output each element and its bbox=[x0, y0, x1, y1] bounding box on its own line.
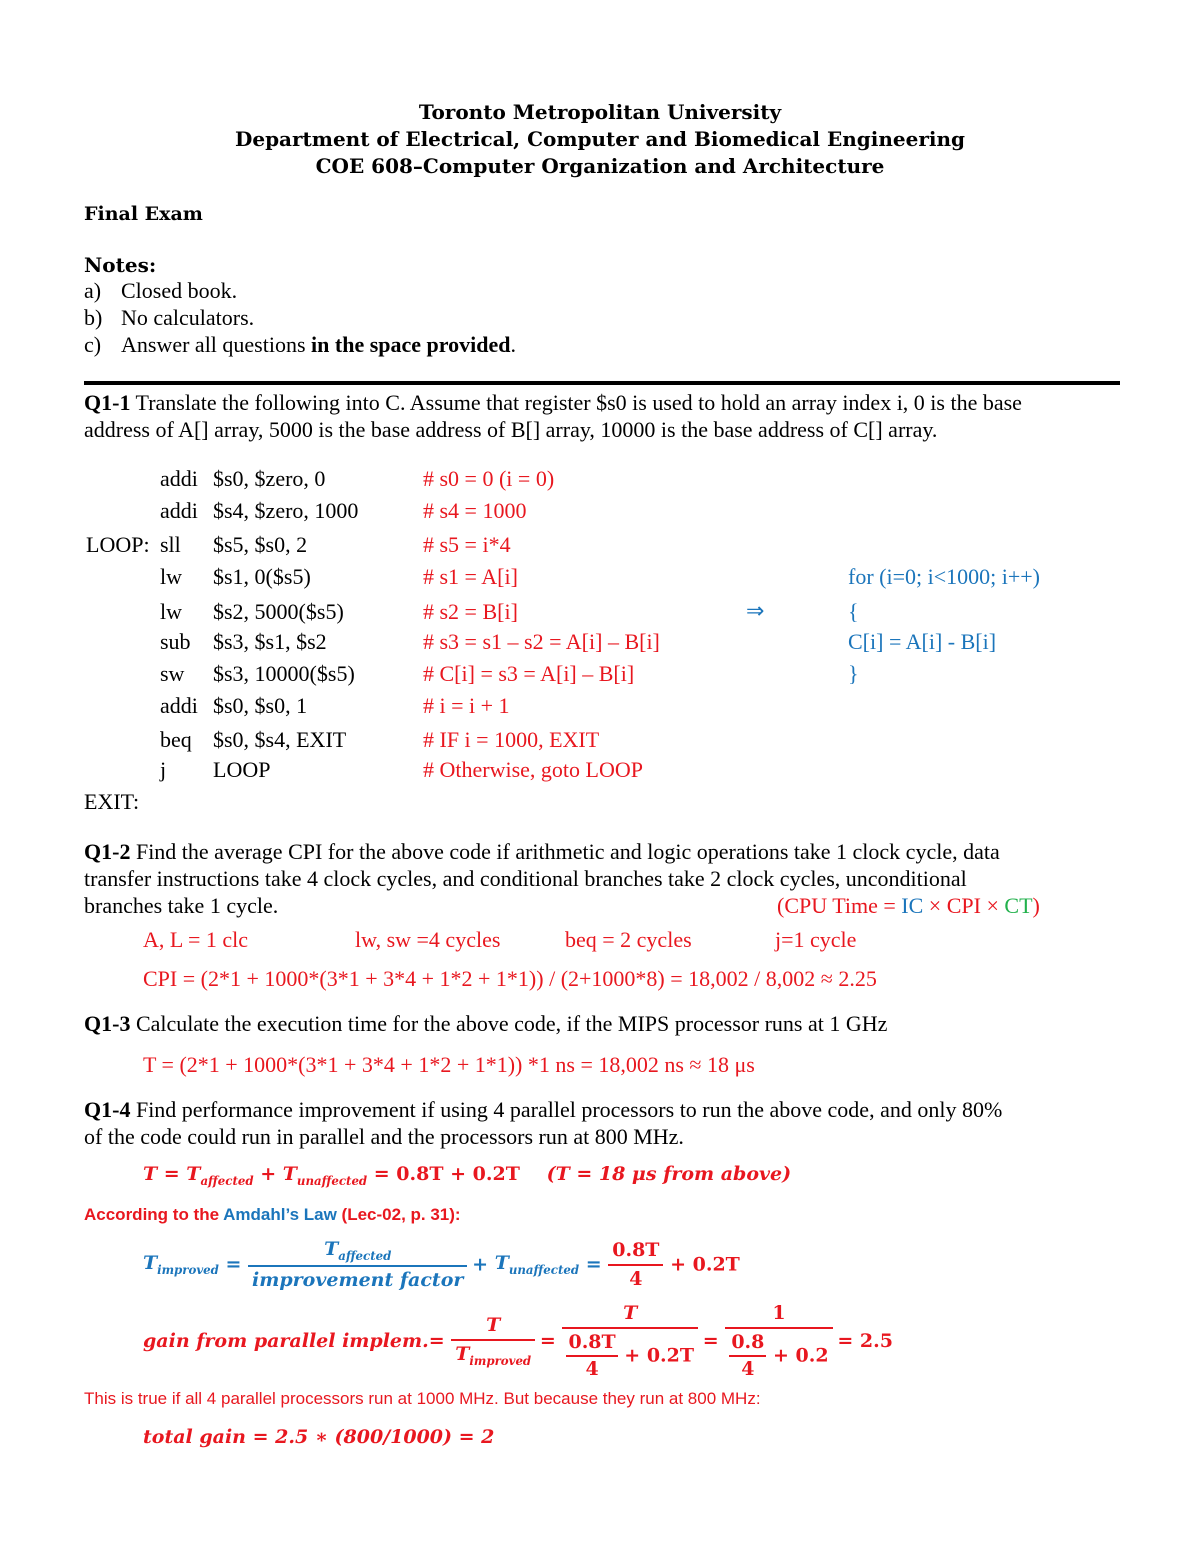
total-gain-equation: total gain = 2.5 ∗ (800/1000) = 2 bbox=[143, 1426, 495, 1448]
fraction-numerator: T bbox=[451, 1314, 535, 1341]
code-op: sll bbox=[160, 532, 181, 557]
fraction-numerator: 0.8 bbox=[729, 1331, 766, 1357]
arrow-right-icon: ⇒ bbox=[746, 599, 765, 624]
code-op: sub bbox=[160, 629, 191, 654]
eq-symbol: T bbox=[186, 1163, 201, 1185]
c-code-line: } bbox=[848, 661, 859, 686]
fraction-numerator: 0.8T bbox=[566, 1331, 617, 1357]
q1-4-prompt-line1 bbox=[84, 1097, 1002, 1123]
exam-title: Final Exam bbox=[84, 203, 203, 225]
q1-3-prompt bbox=[84, 1011, 887, 1037]
code-args: $s0, $s4, EXIT bbox=[213, 727, 347, 752]
code-comment: # s0 = 0 (i = 0) bbox=[423, 466, 555, 491]
code-comment: # s1 = A[i] bbox=[423, 564, 518, 589]
notes-item-text: No calculators. bbox=[121, 305, 255, 330]
eq-term bbox=[494, 1252, 580, 1278]
eq-rest: + 0.2 bbox=[766, 1344, 829, 1367]
fraction bbox=[451, 1314, 535, 1368]
formula-close: ) bbox=[1032, 893, 1040, 918]
eq-subscript: unaffected bbox=[296, 1173, 368, 1188]
code-op: j bbox=[160, 757, 167, 782]
code-comment: # s4 = 1000 bbox=[423, 498, 527, 523]
q1-2-prompt-line2: transfer instructions take 4 clock cycles, and conditional branches take 2 clock cycles, unconditional bbox=[84, 866, 967, 891]
eq-subscript: unaffected bbox=[508, 1263, 580, 1278]
eq-lhs: gain from parallel implem. bbox=[143, 1329, 429, 1352]
code-args: $s0, $zero, 0 bbox=[213, 466, 326, 491]
cpi-answer: CPI = (2*1 + 1000*(3*1 + 3*4 + 1*2 + 1*1)) / (2+1000*8) = 18,002 / 8,002 ≈ 2.25 bbox=[143, 966, 877, 991]
q1-4-label: Q1-4 bbox=[84, 1097, 131, 1122]
eq-operator: = bbox=[579, 1253, 609, 1276]
code-args: $s4, $zero, 1000 bbox=[213, 498, 359, 523]
code-op: sw bbox=[160, 661, 185, 686]
code-op: addi bbox=[160, 466, 198, 491]
eq-operator: = bbox=[702, 1329, 726, 1352]
formula-ct: CT bbox=[1004, 893, 1033, 918]
amdahl-law-line bbox=[84, 1205, 461, 1225]
amdahl-reference: (Lec-02, p. 31): bbox=[336, 1205, 461, 1224]
fraction bbox=[725, 1302, 832, 1380]
code-op: beq bbox=[160, 727, 192, 752]
formula-cpi: CPI bbox=[946, 893, 981, 918]
code-label: LOOP: bbox=[86, 532, 150, 557]
code-args: $s2, 5000($s5) bbox=[213, 599, 344, 624]
code-comment: # s3 = s1 – s2 = A[i] – B[i] bbox=[423, 629, 660, 654]
q1-3-text: Calculate the execution time for the above code, if the MIPS processor runs at 1 GHz bbox=[130, 1011, 888, 1036]
amdahl-pre: According to the bbox=[84, 1205, 224, 1224]
notes-item-text-end: . bbox=[510, 332, 516, 357]
formula-times: × bbox=[923, 893, 947, 918]
nested-fraction bbox=[566, 1331, 617, 1381]
cycle-count: beq = 2 cycles bbox=[565, 927, 692, 952]
q1-2-label: Q1-2 bbox=[84, 839, 131, 864]
notes-item-text-bold: in the space provided bbox=[311, 332, 511, 357]
q1-1-label: Q1-1 bbox=[84, 390, 131, 415]
code-op: lw bbox=[160, 599, 182, 624]
notes-item bbox=[84, 278, 238, 304]
fraction-numerator bbox=[248, 1238, 467, 1267]
notes-heading: Notes: bbox=[84, 253, 157, 277]
eq-symbol: T bbox=[143, 1163, 158, 1185]
fraction-denominator: 4 bbox=[585, 1357, 599, 1380]
notes-item-marker: b) bbox=[84, 305, 103, 330]
eq-subscript: improved bbox=[157, 1263, 219, 1278]
eq-rest: + 0.2T bbox=[663, 1253, 740, 1276]
cpu-time-formula bbox=[777, 893, 1040, 919]
eq-subscript: affected bbox=[200, 1173, 254, 1188]
formula-ic: IC bbox=[901, 893, 924, 918]
university-name: Toronto Metropolitan University bbox=[418, 100, 782, 124]
formula-times: × bbox=[980, 893, 1005, 918]
q1-2-text: Find the average CPI for the above code if arithmetic and logic operations take 1 clock cycle, data bbox=[130, 839, 1000, 864]
fraction bbox=[562, 1302, 698, 1380]
eq-symbol: T bbox=[324, 1238, 339, 1260]
code-args: $s1, 0($s5) bbox=[213, 564, 311, 589]
cycle-count: j=1 cycle bbox=[775, 927, 857, 952]
cycle-count: lw, sw =4 cycles bbox=[355, 927, 501, 952]
fraction-denominator: improvement factor bbox=[252, 1268, 464, 1291]
section-divider bbox=[84, 381, 1120, 385]
c-code-line: for (i=0; i<1000; i++) bbox=[848, 564, 1040, 589]
eq-rhs: = 0.8T + 0.2T bbox=[367, 1163, 520, 1185]
notes-item-marker: a) bbox=[84, 278, 102, 303]
eq-subscript: affected bbox=[338, 1248, 392, 1263]
department-name: Department of Electrical, Computer and Biomedical Engineering bbox=[235, 127, 965, 151]
code-comment: # IF i = 1000, EXIT bbox=[423, 727, 600, 752]
eq-symbol: T bbox=[494, 1252, 509, 1275]
q1-4-text: Find performance improvement if using 4 parallel processors to run the above code, and only 80% bbox=[130, 1097, 1003, 1122]
c-code-line: C[i] = A[i] - B[i] bbox=[848, 629, 997, 654]
eq-symbol: T bbox=[455, 1343, 470, 1366]
eq-rest: + 0.2T bbox=[617, 1344, 695, 1367]
q1-1-prompt-line2: address of A[] array, 5000 is the base address of B[] array, 10000 is the base address of C[] array. bbox=[84, 417, 938, 442]
fraction-numerator: 1 bbox=[725, 1302, 832, 1329]
code-comment: # i = i + 1 bbox=[423, 693, 510, 718]
eq-note: (T = 18 μs from above) bbox=[546, 1163, 792, 1185]
course-title: COE 608–Computer Organization and Architecture bbox=[315, 154, 885, 178]
fraction-denominator bbox=[562, 1329, 698, 1381]
cycle-count: A, L = 1 clc bbox=[143, 927, 249, 952]
notes-item-text: Closed book. bbox=[121, 278, 238, 303]
amdahl-law-name: Amdahl’s Law bbox=[223, 1205, 337, 1224]
eq-subscript: improved bbox=[469, 1353, 532, 1368]
code-args: $s5, $s0, 2 bbox=[213, 532, 308, 557]
nested-fraction bbox=[729, 1331, 766, 1381]
notes-item-text-start: Answer all questions bbox=[121, 332, 312, 357]
c-code-line: { bbox=[848, 599, 859, 624]
q1-1-text: Translate the following into C. Assume that register $s0 is used to hold an array index i, 0 is the base bbox=[130, 390, 1022, 415]
eq-result: = 2.5 bbox=[837, 1329, 893, 1352]
fraction-denominator: 4 bbox=[629, 1267, 643, 1290]
improved-time-equation bbox=[143, 1238, 740, 1292]
eq-operator: + bbox=[472, 1253, 495, 1276]
code-comment: # s5 = i*4 bbox=[423, 532, 511, 557]
notes-item-marker: c) bbox=[84, 332, 102, 357]
fraction-denominator bbox=[451, 1341, 535, 1368]
exit-label: EXIT: bbox=[84, 789, 140, 814]
time-split-equation bbox=[143, 1163, 791, 1188]
q1-1-prompt-line1 bbox=[84, 390, 1022, 416]
eq-lhs bbox=[143, 1252, 219, 1278]
execution-time-answer: T = (2*1 + 1000*(3*1 + 3*4 + 1*2 + 1*1)) *1 ns = 18,002 ns ≈ 18 μs bbox=[143, 1052, 755, 1077]
eq-symbol: T bbox=[143, 1252, 158, 1275]
fraction-numerator: T bbox=[562, 1302, 698, 1329]
code-op: addi bbox=[160, 498, 198, 523]
code-args: LOOP bbox=[213, 757, 271, 782]
parallel-gain-equation bbox=[143, 1302, 893, 1380]
eq-operator: = bbox=[157, 1163, 187, 1185]
code-args: $s0, $s0, 1 bbox=[213, 693, 308, 718]
eq-operator: = bbox=[218, 1253, 249, 1276]
fraction-denominator bbox=[725, 1329, 832, 1381]
code-op: lw bbox=[160, 564, 182, 589]
q1-2-prompt-line1 bbox=[84, 839, 1000, 865]
q1-2-prompt-line3: branches take 1 cycle. bbox=[84, 893, 279, 918]
eq-operator: = bbox=[539, 1329, 563, 1352]
q1-4-prompt-line2: of the code could run in parallel and the processors run at 800 MHz. bbox=[84, 1124, 684, 1149]
amdahl-fraction bbox=[248, 1238, 467, 1292]
eq-operator: = bbox=[428, 1329, 452, 1352]
fraction-denominator: 4 bbox=[741, 1357, 755, 1380]
notes-item-text bbox=[121, 332, 516, 358]
code-comment: # Otherwise, goto LOOP bbox=[423, 757, 643, 782]
code-comment: # C[i] = s3 = A[i] – B[i] bbox=[423, 661, 635, 686]
fraction bbox=[608, 1239, 663, 1291]
eq-symbol: T bbox=[282, 1163, 297, 1185]
code-op: addi bbox=[160, 693, 198, 718]
code-args: $s3, 10000($s5) bbox=[213, 661, 355, 686]
clock-rate-note: This is true if all 4 parallel processors run at 1000 MHz. But because they run at 800 MHz: bbox=[84, 1389, 761, 1408]
notes-item bbox=[84, 305, 255, 331]
formula-open: (CPU Time = bbox=[777, 893, 902, 918]
code-args: $s3, $s1, $s2 bbox=[213, 629, 327, 654]
eq-operator: + bbox=[253, 1163, 283, 1185]
notes-item bbox=[84, 332, 516, 358]
q1-3-label: Q1-3 bbox=[84, 1011, 131, 1036]
code-comment: # s2 = B[i] bbox=[423, 599, 518, 624]
fraction-numerator: 0.8T bbox=[608, 1239, 663, 1266]
